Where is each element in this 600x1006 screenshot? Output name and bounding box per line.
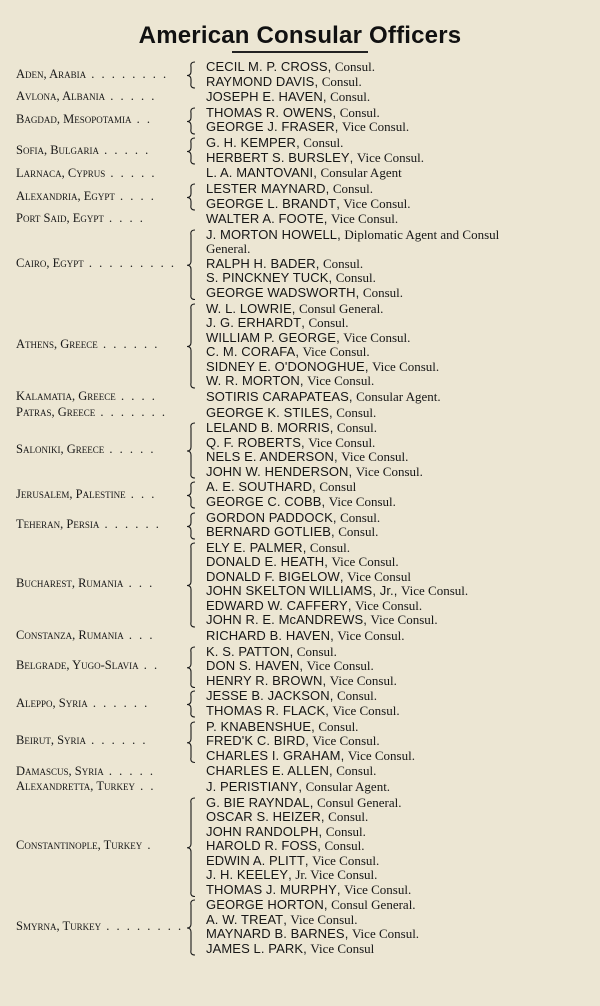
consulate-location bbox=[16, 256, 196, 271]
officer-name: J. MORTON HOWELL bbox=[206, 226, 338, 242]
officer-row: K. S. PATTON, Consul. bbox=[206, 643, 337, 659]
officer-name: A. W. TREAT bbox=[206, 911, 284, 927]
leader-dots: . . . . . bbox=[99, 142, 151, 157]
officer-rank: Consul. bbox=[321, 73, 362, 89]
officer-rank: Vice Consul. bbox=[401, 583, 469, 599]
leader-dots: . . . bbox=[123, 628, 155, 643]
leader-dots: . . . . bbox=[114, 188, 156, 203]
officer-row: RAYMOND DAVIS, Consul. bbox=[206, 73, 362, 89]
officer-row: RALPH H. BADER, Consul. bbox=[206, 255, 364, 271]
officer-rank: Consul General. bbox=[316, 794, 402, 810]
officer-row: A. W. TREAT, Vice Consul. bbox=[206, 911, 358, 927]
officer-name: G. H. KEMPER bbox=[206, 135, 297, 151]
officer-row: GEORGE C. COBB, Vice Consul. bbox=[206, 493, 396, 509]
officer-rank: Vice Consul. bbox=[343, 195, 411, 211]
officer-rank: Vice Consul. bbox=[302, 344, 370, 360]
officer-name: JOHN W. HENDERSON bbox=[206, 463, 349, 479]
officer-rank: Vice Consul. bbox=[351, 926, 420, 942]
consulate-location bbox=[16, 67, 196, 82]
leader-dots: . . . . . . bbox=[86, 733, 148, 748]
location-label: Teheran, Persia bbox=[16, 517, 100, 532]
officer-row: GEORGE L. BRANDT, Vice Consul. bbox=[206, 195, 411, 211]
leader-dots: . . . . . . . . . bbox=[83, 256, 176, 271]
officer-rank: Consular Agent. bbox=[356, 388, 441, 404]
officer-row: EDWIN A. PLITT, Vice Consul. bbox=[206, 852, 380, 868]
officer-row: J. H. KEELEY, Jr. Vice Consul. bbox=[206, 867, 378, 883]
location-label: Constanza, Rumania bbox=[16, 628, 124, 643]
location-label: Larnaca, Cyprus bbox=[16, 165, 106, 180]
officer-row: JESSE B. JACKSON, Consul. bbox=[206, 688, 378, 704]
officer-name: K. S. PATTON bbox=[206, 643, 290, 659]
officer-row: G. H. KEMPER, Consul. bbox=[206, 135, 344, 151]
officer-row: JOHN W. HENDERSON, Vice Consul. bbox=[206, 463, 423, 479]
officer-name: DONALD F. BIGELOW bbox=[206, 568, 340, 584]
location-label: Smyrna, Turkey bbox=[16, 919, 102, 934]
brace-icon bbox=[186, 646, 198, 690]
consulate-entry bbox=[0, 136, 600, 165]
officer-name: FRED'K C. BIRD bbox=[206, 733, 306, 749]
officer-rank: Vice Consul. bbox=[344, 881, 412, 897]
consulate-location bbox=[16, 211, 196, 226]
officer-name: JOHN SKELTON WILLIAMS, Jr. bbox=[206, 583, 394, 599]
officer-rank: Consul. bbox=[332, 181, 373, 196]
officer-row: DONALD E. HEATH, Vice Consul. bbox=[206, 554, 399, 570]
consulate-location bbox=[16, 517, 196, 532]
officer-row: LESTER MAYNARD, Consul. bbox=[206, 181, 373, 196]
officer-name: THOMAS R. FLACK bbox=[206, 702, 326, 718]
officer-rank: Vice Consul. bbox=[331, 554, 399, 570]
officer-name: S. PINCKNEY TUCK bbox=[206, 270, 329, 286]
leader-dots: . . . . . bbox=[103, 763, 155, 778]
officer-rank: Consular Agent bbox=[320, 165, 402, 181]
officer-rank: Consul. bbox=[296, 643, 337, 659]
officer-row: W. L. LOWRIE, Consul General. bbox=[206, 300, 384, 316]
officer-rank: Consul. bbox=[339, 104, 380, 120]
location-label: Damascus, Syria bbox=[16, 763, 104, 778]
officer-rank: Vice Consul. bbox=[370, 612, 438, 628]
officer-name: RICHARD B. HAVEN bbox=[206, 628, 331, 643]
officer-rank: Consul General. bbox=[331, 897, 416, 913]
officer-rank: Consul. bbox=[334, 59, 375, 74]
officer-row: LELAND B. MORRIS, Consul. bbox=[206, 420, 378, 436]
brace-icon bbox=[186, 107, 198, 136]
officer-name: GEORGE K. STILES bbox=[206, 404, 329, 420]
officer-name: RALPH H. BADER bbox=[206, 255, 316, 271]
location-label: Belgrade, Yugo-Slavia bbox=[16, 658, 139, 673]
officer-rank: Vice Consul. bbox=[372, 358, 440, 374]
title-underline bbox=[232, 51, 368, 53]
officer-rank: Consul. bbox=[323, 255, 364, 271]
consulate-location bbox=[16, 733, 196, 748]
officer-rank: Vice Consul. bbox=[306, 658, 374, 674]
consulate-location bbox=[16, 779, 196, 794]
consulate-entry bbox=[0, 689, 600, 718]
officer-rank: Consular Agent. bbox=[305, 779, 391, 794]
officer-rank: Consul. bbox=[308, 315, 349, 331]
officer-name: THOMAS J. MURPHY bbox=[206, 881, 337, 897]
page-title: American Consular Officers bbox=[138, 22, 462, 49]
officer-name: J. G. ERHARDT bbox=[206, 315, 302, 331]
location-label: Jerusalem, Palestine bbox=[16, 486, 126, 501]
officer-rank: Consul. bbox=[330, 89, 371, 105]
officer-rank: Consul. bbox=[338, 524, 379, 540]
officer-name: GEORGE L. BRANDT bbox=[206, 195, 337, 211]
officer-row: GORDON PADDOCK, Consul. bbox=[206, 509, 381, 525]
officer-name: MAYNARD B. BARNES bbox=[206, 926, 345, 942]
consulate-entry bbox=[0, 60, 600, 89]
consulate-entry bbox=[0, 228, 600, 301]
officer-rank: Consul. bbox=[309, 539, 351, 555]
officer-rank: Vice Consul. bbox=[331, 211, 399, 227]
leader-dots: . . . bbox=[125, 486, 157, 501]
officer-rank: Consul. bbox=[336, 688, 378, 704]
location-label: Sofia, Bulgaria bbox=[16, 142, 100, 157]
consulate-location bbox=[16, 919, 196, 934]
officer-row: P. KNABENSHUE, Consul. bbox=[206, 718, 359, 734]
consulate-entry bbox=[0, 480, 600, 509]
leader-dots: . . . . . . . . bbox=[101, 919, 184, 934]
officer-name: DON S. HAVEN bbox=[206, 658, 300, 674]
location-label: Port Said, Egypt bbox=[16, 211, 104, 226]
leader-dots: . . . . . . . . bbox=[86, 66, 169, 81]
officer-name: LESTER MAYNARD bbox=[206, 181, 326, 196]
consulate-entry bbox=[0, 166, 600, 181]
officer-rank: Vice Consul. bbox=[328, 493, 396, 509]
consulate-entry bbox=[0, 796, 600, 898]
officer-rank: Consul bbox=[319, 479, 357, 495]
officer-name: W. R. MORTON bbox=[206, 373, 300, 389]
officer-name: THOMAS R. OWENS bbox=[206, 104, 333, 120]
brace-icon bbox=[186, 721, 198, 765]
consulate-location bbox=[16, 189, 196, 204]
brace-icon bbox=[186, 690, 198, 719]
officer-name: JOSEPH E. HAVEN bbox=[206, 89, 323, 105]
officer-row: CECIL M. P. CROSS, Consul. bbox=[206, 59, 375, 74]
brace-icon bbox=[186, 542, 198, 629]
officer-rank: Consul General. bbox=[298, 300, 384, 316]
officer-row: CHARLES I. GRAHAM, Vice Consul. bbox=[206, 747, 415, 763]
officer-name: ELY E. PALMER bbox=[206, 539, 303, 555]
location-label: Alexandretta, Turkey bbox=[16, 779, 135, 794]
brace-icon bbox=[186, 512, 198, 541]
brace-icon bbox=[186, 797, 198, 899]
officer-name: CHARLES E. ALLEN bbox=[206, 763, 329, 779]
location-label: Athens, Greece bbox=[16, 337, 98, 352]
officer-row: EDWARD W. CAFFERY, Vice Consul. bbox=[206, 597, 423, 613]
consulate-entry bbox=[0, 629, 600, 644]
officer-rank: Vice Consul. bbox=[337, 628, 405, 643]
officer-name: EDWIN A. PLITT bbox=[206, 852, 305, 868]
officer-rank: Vice Consul. bbox=[341, 449, 409, 465]
officer-row: GEORGE WADSWORTH, Consul. bbox=[206, 284, 403, 300]
officer-row: GEORGE J. FRASER, Vice Consul. bbox=[206, 119, 410, 135]
officer-rank: Vice Consul. bbox=[347, 747, 415, 763]
officer-name: OSCAR S. HEIZER bbox=[206, 809, 321, 825]
officer-row: J. G. ERHARDT, Consul. bbox=[206, 315, 349, 331]
officer-name: SIDNEY E. O'DONOGHUE bbox=[206, 358, 365, 374]
officer-name: HENRY R. BROWN bbox=[206, 672, 323, 688]
leader-dots: . . . . . . . bbox=[95, 404, 167, 419]
officer-row: THOMAS J. MURPHY, Vice Consul. bbox=[206, 881, 412, 897]
officer-row: CHARLES E. ALLEN, Consul. bbox=[206, 763, 377, 779]
officer-name: J. H. KEELEY bbox=[206, 867, 289, 883]
location-label: Avlona, Albania bbox=[16, 89, 106, 104]
officer-row: JAMES L. PARK, Vice Consul bbox=[206, 940, 375, 956]
officer-row: W. R. MORTON, Vice Consul. bbox=[206, 373, 375, 389]
officer-name: RAYMOND DAVIS bbox=[206, 73, 315, 89]
consulate-entry bbox=[0, 106, 600, 135]
location-label: Constantinople, Turkey bbox=[16, 838, 143, 853]
leader-dots: . . . . bbox=[103, 211, 145, 226]
location-label: Bucharest, Rumania bbox=[16, 576, 124, 591]
location-label: Beirut, Syria bbox=[16, 733, 87, 748]
consulate-location bbox=[16, 838, 196, 853]
officer-name: C. M. CORAFA bbox=[206, 344, 296, 360]
officer-row: JOHN RANDOLPH, Consul. bbox=[206, 823, 366, 839]
consulate-location bbox=[16, 143, 196, 158]
officer-row: JOSEPH E. HAVEN, Consul. bbox=[206, 89, 371, 105]
officer-row: THOMAS R. OWENS, Consul. bbox=[206, 104, 380, 120]
officer-row: BERNARD GOTLIEB, Consul. bbox=[206, 524, 379, 540]
officer-rank: Vice Consul. bbox=[332, 702, 400, 718]
officer-row: ELY E. PALMER, Consul. bbox=[206, 539, 351, 555]
brace-icon bbox=[186, 899, 198, 957]
officer-row: OSCAR S. HEIZER, Consul. bbox=[206, 809, 369, 825]
location-label: Aleppo, Syria bbox=[16, 695, 88, 710]
officer-name: LELAND B. MORRIS bbox=[206, 420, 330, 436]
officer-name: L. A. MANTOVANI bbox=[206, 165, 314, 181]
officer-name: G. BIE RAYNDAL bbox=[206, 794, 310, 810]
consulate-entry bbox=[0, 302, 600, 389]
officer-row: FRED'K C. BIRD, Vice Consul. bbox=[206, 733, 380, 749]
officer-row: L. A. MANTOVANI, Consular Agent bbox=[206, 165, 402, 181]
officer-rank: Vice Consul. bbox=[355, 597, 423, 613]
officer-rank: Consul. bbox=[318, 718, 359, 734]
officer-row: J. MORTON HOWELL, Diplomatic Agent and Consul General. bbox=[206, 226, 500, 256]
officer-rank: Vice Consul. bbox=[356, 149, 424, 165]
officer-row: MAYNARD B. BARNES, Vice Consul. bbox=[206, 926, 420, 942]
officer-row: WALTER A. FOOTE, Vice Consul. bbox=[206, 211, 399, 227]
officer-row: Q. F. ROBERTS, Vice Consul. bbox=[206, 434, 376, 450]
officer-rank: Vice Consul. bbox=[341, 119, 410, 135]
leader-dots: . . bbox=[138, 658, 160, 673]
officer-rank: Vice Consul. bbox=[355, 463, 423, 479]
officer-row: JOHN SKELTON WILLIAMS, Jr., Vice Consul. bbox=[206, 583, 469, 599]
brace-icon bbox=[186, 183, 198, 212]
leader-dots: . . . . . . bbox=[97, 337, 160, 352]
leader-dots: . . . . . . bbox=[99, 517, 161, 532]
officer-name: J. PERISTIANY bbox=[206, 779, 299, 794]
consulate-entry bbox=[0, 511, 600, 540]
consulate-location bbox=[16, 112, 196, 127]
officer-row: G. BIE RAYNDAL, Consul General. bbox=[206, 794, 402, 810]
consulate-location bbox=[16, 442, 196, 457]
officer-rank: Vice Consul. bbox=[312, 852, 380, 868]
officer-name: GEORGE C. COBB bbox=[206, 493, 322, 509]
consulate-location bbox=[16, 405, 196, 420]
officer-name: GORDON PADDOCK bbox=[206, 509, 333, 525]
consulate-entry bbox=[0, 645, 600, 689]
officer-row: S. PINCKNEY TUCK, Consul. bbox=[206, 270, 376, 286]
officer-rank: Vice Consul. bbox=[308, 434, 376, 450]
officer-row: A. E. SOUTHARD, Consul bbox=[206, 479, 357, 495]
brace-icon bbox=[186, 422, 198, 480]
officer-name: JOHN RANDOLPH bbox=[206, 823, 319, 839]
location-label: Bagdad, Mesopotamia bbox=[16, 112, 132, 127]
consulate-location bbox=[16, 658, 196, 673]
consulate-location bbox=[16, 576, 196, 591]
officer-name: DONALD E. HEATH bbox=[206, 554, 325, 570]
leader-dots: . . . . . bbox=[104, 442, 156, 457]
consulate-location bbox=[16, 628, 196, 643]
officer-name: HAROLD R. FOSS bbox=[206, 838, 318, 854]
officer-rank: Consul. bbox=[336, 404, 377, 420]
officer-row: HERBERT S. BURSLEY, Vice Consul. bbox=[206, 149, 424, 165]
officer-rank: Consul. bbox=[336, 763, 377, 779]
leader-dots: . . . bbox=[123, 576, 155, 591]
location-label: Kalamatia, Greece bbox=[16, 389, 116, 404]
officer-row: DONALD F. BIGELOW, Vice Consul bbox=[206, 568, 411, 584]
officer-row: HENRY R. BROWN, Vice Consul. bbox=[206, 672, 397, 688]
consulate-location bbox=[16, 389, 196, 404]
brace-icon bbox=[186, 137, 198, 166]
officer-row: C. M. CORAFA, Vice Consul. bbox=[206, 344, 370, 360]
location-label: Patras, Greece bbox=[16, 404, 96, 419]
officer-name: Q. F. ROBERTS bbox=[206, 434, 301, 450]
consulate-location bbox=[16, 764, 196, 779]
leader-dots: . . . . . bbox=[105, 165, 157, 180]
leader-dots: . . . . . bbox=[105, 89, 157, 104]
officer-row: SIDNEY E. O'DONOGHUE, Vice Consul. bbox=[206, 358, 440, 374]
consulate-entry bbox=[0, 90, 600, 105]
officer-name: NELS E. ANDERSON bbox=[206, 449, 335, 465]
officer-row: GEORGE HORTON, Consul General. bbox=[206, 897, 416, 913]
leader-dots: . . bbox=[131, 112, 152, 127]
brace-icon bbox=[186, 229, 198, 302]
officer-name: CECIL M. P. CROSS bbox=[206, 59, 328, 74]
officer-name: WILLIAM P. GEORGE bbox=[206, 329, 337, 345]
consulate-entry bbox=[0, 390, 600, 405]
consulate-location bbox=[16, 337, 196, 352]
officer-name: A. E. SOUTHARD bbox=[206, 479, 313, 495]
officer-rank: Vice Consul bbox=[347, 568, 411, 584]
location-label: Aden, Arabia bbox=[16, 66, 87, 81]
officer-row: WILLIAM P. GEORGE, Vice Consul. bbox=[206, 329, 411, 345]
officer-name: P. KNABENSHUE bbox=[206, 718, 312, 734]
consulate-entry bbox=[0, 764, 600, 779]
officer-name: SOTIRIS CARAPATEAS bbox=[206, 388, 349, 404]
location-label: Cairo, Egypt bbox=[16, 256, 84, 271]
officer-rank: Consul. bbox=[340, 509, 381, 525]
consulate-location bbox=[16, 166, 196, 181]
consulate-location bbox=[16, 89, 196, 104]
officer-name: W. L. LOWRIE bbox=[206, 300, 292, 316]
consulate-location bbox=[16, 696, 196, 711]
officer-rank: Diplomatic Agent and Consul General. bbox=[206, 226, 500, 256]
officer-row: THOMAS R. FLACK, Vice Consul. bbox=[206, 702, 400, 718]
officer-rank: Vice Consul. bbox=[329, 672, 397, 688]
officer-rank: Consul. bbox=[328, 809, 369, 825]
officer-name: WALTER A. FOOTE bbox=[206, 211, 324, 227]
officer-name: JOHN R. E. McANDREWS bbox=[206, 612, 364, 628]
leader-dots: . . bbox=[134, 779, 156, 794]
consulate-location bbox=[16, 487, 196, 502]
officer-row: RICHARD B. HAVEN, Vice Consul. bbox=[206, 628, 405, 643]
officer-name: JAMES L. PARK bbox=[206, 940, 304, 956]
officer-rank: Vice Consul. bbox=[307, 373, 375, 389]
officer-rank: Vice Consul. bbox=[312, 733, 380, 749]
leader-dots: . bbox=[142, 838, 153, 853]
officer-rank: Consul. bbox=[336, 420, 378, 436]
officer-row: NELS E. ANDERSON, Vice Consul. bbox=[206, 449, 409, 465]
officer-rank: Vice Consul. bbox=[343, 329, 411, 345]
consulate-entry bbox=[0, 212, 600, 227]
consulate-entry bbox=[0, 406, 600, 421]
officer-name: EDWARD W. CAFFERY bbox=[206, 597, 348, 613]
consulate-entry bbox=[0, 182, 600, 211]
consulate-entry bbox=[0, 780, 600, 795]
consulate-entry bbox=[0, 898, 600, 956]
location-label: Alexandria, Egypt bbox=[16, 188, 115, 203]
officer-rank: Consul. bbox=[335, 270, 376, 286]
location-label: Saloniki, Greece bbox=[16, 442, 105, 457]
consulate-entry bbox=[0, 720, 600, 764]
officer-row: DON S. HAVEN, Vice Consul. bbox=[206, 658, 374, 674]
officer-name: HERBERT S. BURSLEY bbox=[206, 149, 350, 165]
officer-row: JOHN R. E. McANDREWS, Vice Consul. bbox=[206, 612, 438, 628]
officer-name: CHARLES I. GRAHAM bbox=[206, 747, 341, 763]
leader-dots: . . . . . . bbox=[87, 695, 150, 710]
officer-rank: Vice Consul. bbox=[290, 911, 358, 927]
officer-row: J. PERISTIANY, Consular Agent. bbox=[206, 779, 391, 794]
consulate-entry bbox=[0, 541, 600, 628]
brace-icon bbox=[186, 481, 198, 510]
officer-name: GEORGE HORTON bbox=[206, 897, 324, 913]
officer-rank: Vice Consul bbox=[310, 940, 375, 956]
officer-rank: Jr. Vice Consul. bbox=[295, 867, 378, 883]
officer-name: JESSE B. JACKSON bbox=[206, 688, 330, 704]
brace-icon bbox=[186, 303, 198, 390]
officer-row: GEORGE K. STILES, Consul. bbox=[206, 404, 377, 420]
officer-rank: Consul. bbox=[324, 838, 365, 854]
officer-rank: Consul. bbox=[325, 823, 366, 839]
officer-rank: Consul. bbox=[303, 135, 344, 151]
officer-rank: Consul. bbox=[362, 284, 403, 300]
consulate-entry bbox=[0, 421, 600, 479]
leader-dots: . . . . bbox=[115, 389, 157, 404]
officer-name: GEORGE J. FRASER bbox=[206, 119, 335, 135]
brace-icon bbox=[186, 61, 198, 90]
officer-row: SOTIRIS CARAPATEAS, Consular Agent. bbox=[206, 388, 441, 404]
officer-row: HAROLD R. FOSS, Consul. bbox=[206, 838, 365, 854]
officer-name: GEORGE WADSWORTH bbox=[206, 284, 356, 300]
officer-name: BERNARD GOTLIEB bbox=[206, 524, 332, 540]
